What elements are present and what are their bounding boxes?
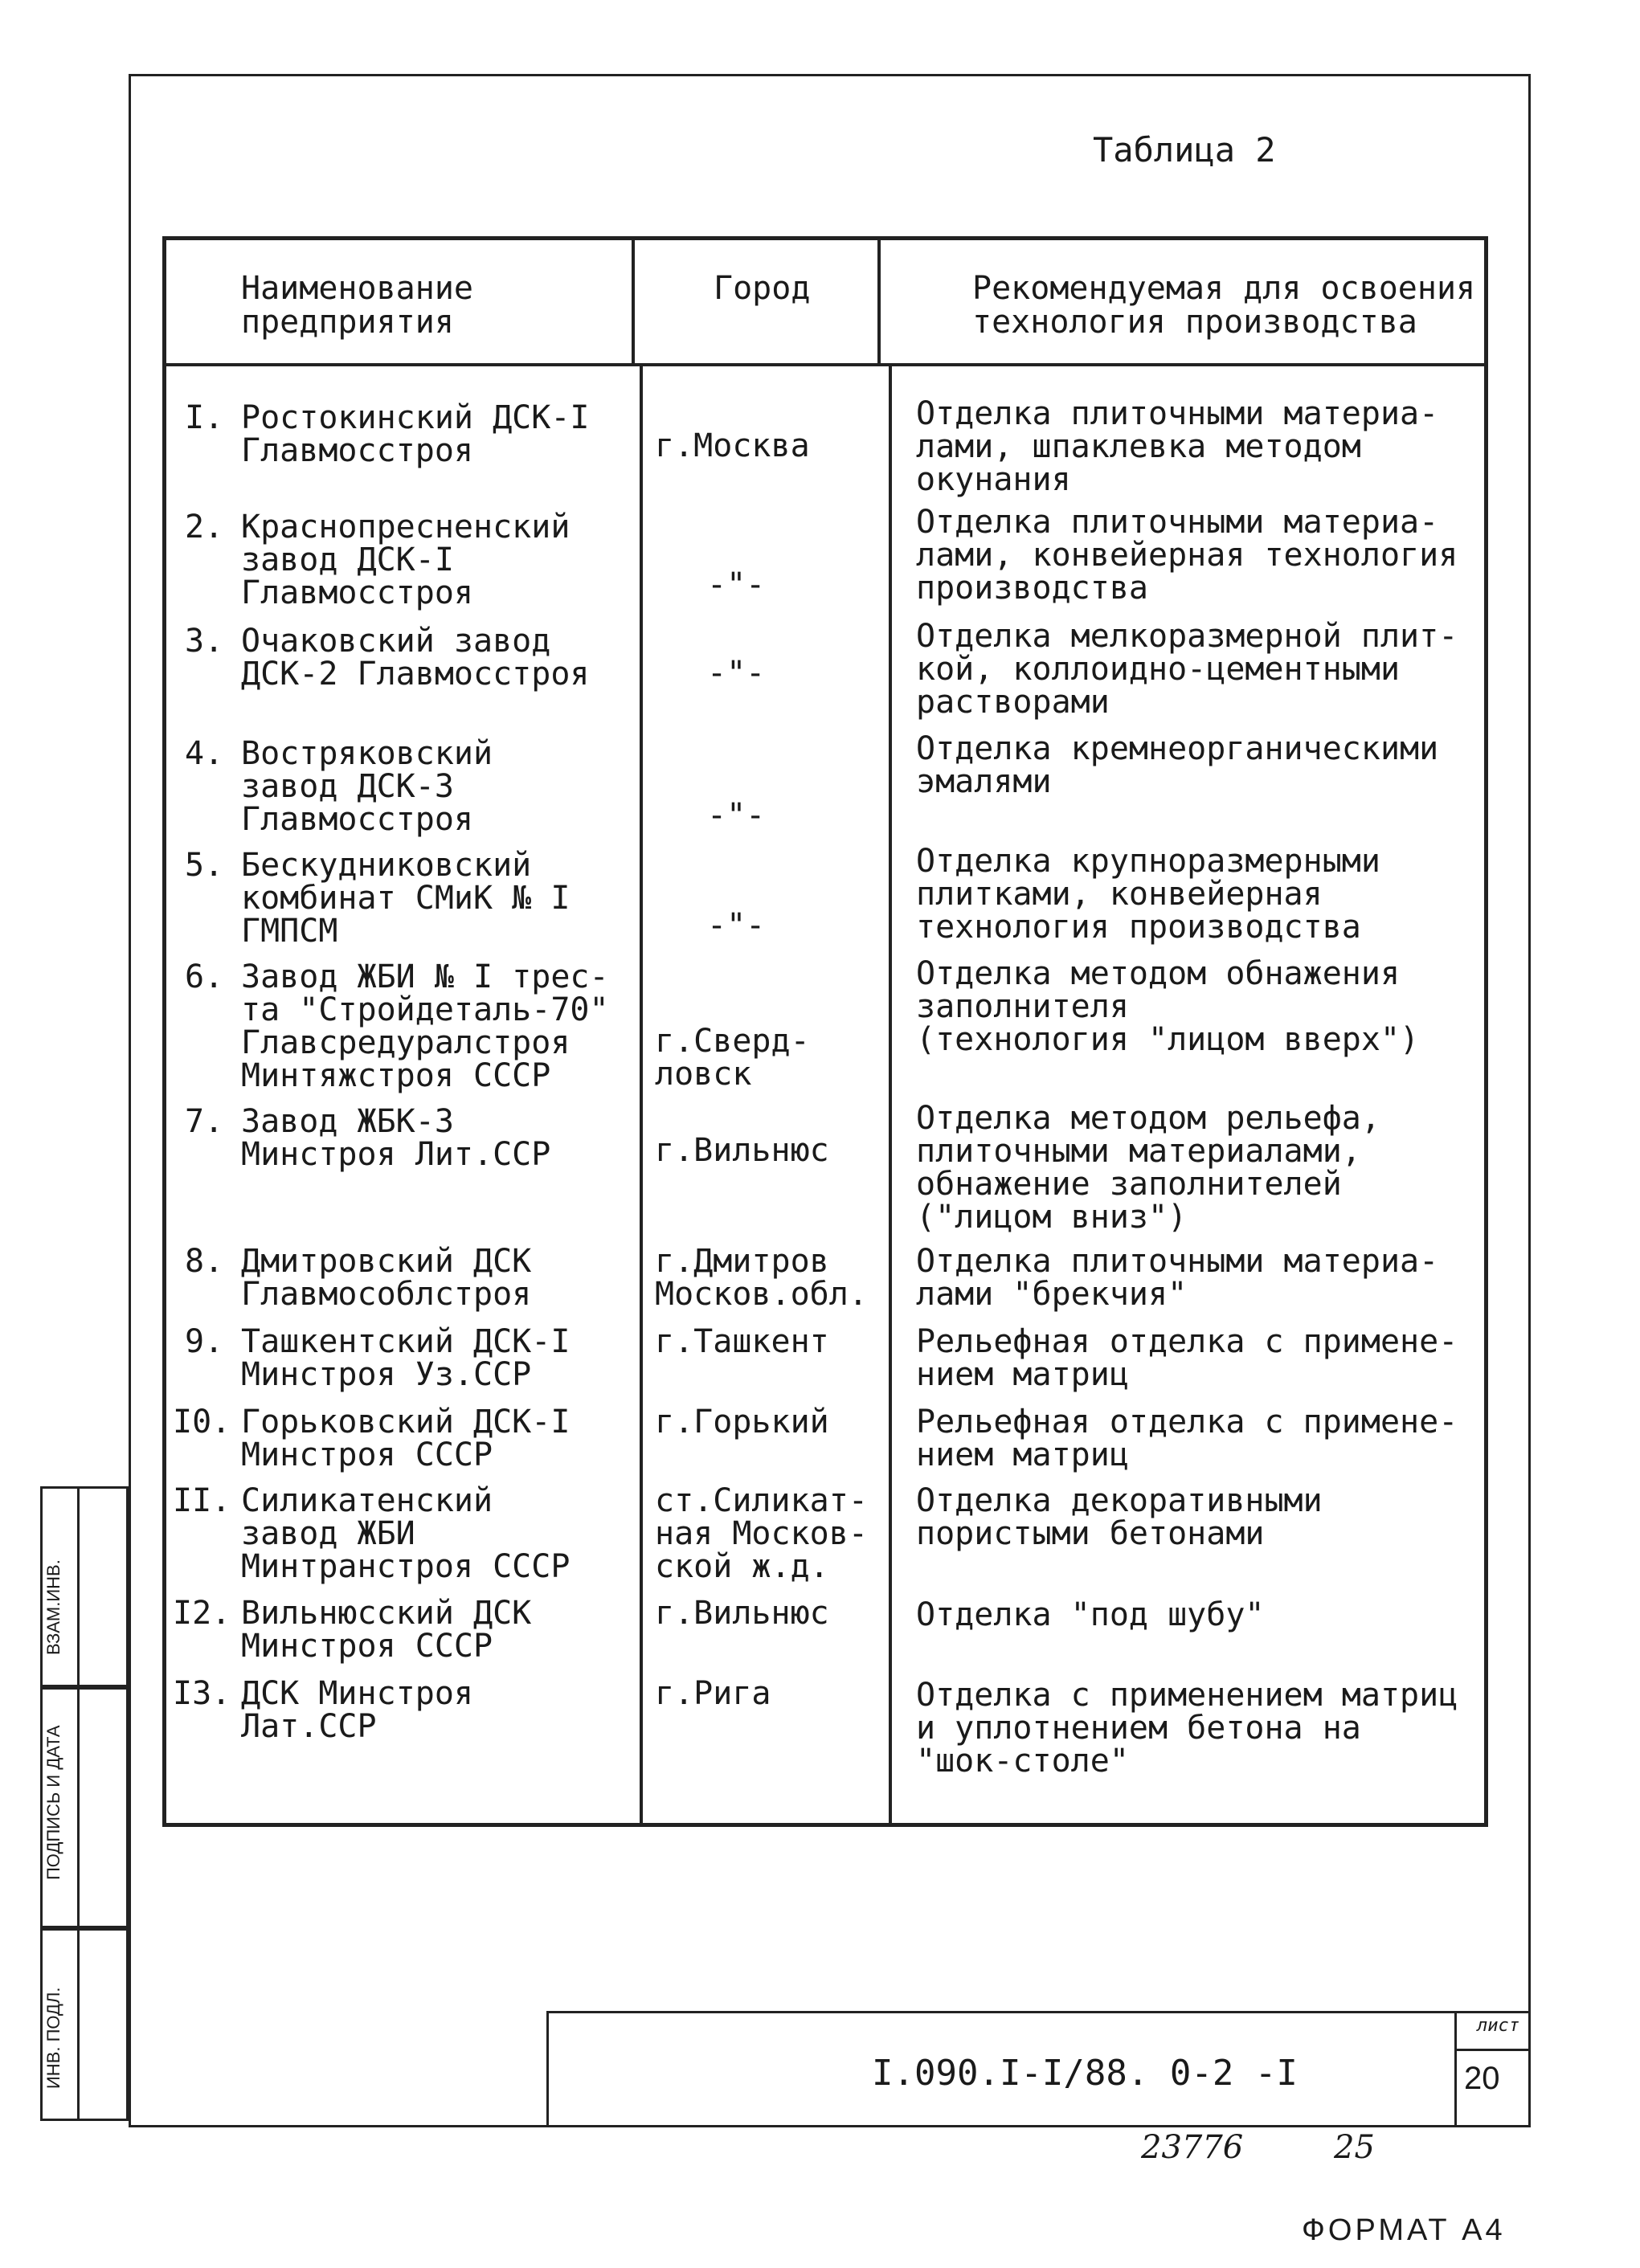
row-number: II. [173, 1482, 231, 1519]
row-city: г.Москва [655, 427, 810, 464]
side-label-vzam: ВЗАМ.ИНВ. [43, 1559, 63, 1655]
handwritten-number-right: 25 [1334, 2129, 1375, 2166]
row-number: 3. [185, 623, 224, 660]
row-number: 6. [185, 958, 224, 995]
row-number: I. [185, 399, 224, 436]
row-name: Дмитровский ДСК Главмособлстроя [241, 1243, 532, 1313]
row-tech: Отделка крупноразмерными плитками, конвейерная технология производства [916, 843, 1380, 946]
row-tech: Отделка плиточными материа- лами "брекчия" [916, 1243, 1439, 1313]
row-number: 2. [185, 509, 224, 546]
row-name: Ростокинский ДСК-I Главмосстроя [241, 399, 590, 469]
column-divider-1b [640, 363, 643, 1827]
row-tech: Отделка с применением матриц и уплотнением бетона на "шок-столе" [916, 1677, 1458, 1780]
row-city: -"- [707, 655, 766, 692]
side-stamp-divider [77, 1486, 80, 2121]
header-tech: Рекомендуемая для освоения технология производства [972, 270, 1476, 341]
row-city: г.Ташкент [655, 1323, 829, 1360]
row-city: ст.Силикат- ная Москов- ской ж.д. [655, 1482, 868, 1585]
column-divider-2 [877, 236, 881, 363]
row-tech: Рельефная отделка с примене- нием матриц [916, 1323, 1458, 1393]
row-name: ДСК Минстроя Лат.ССР [241, 1675, 473, 1745]
row-city: г.Дмитров Москов.обл. [655, 1243, 868, 1313]
row-tech: Отделка плиточными материа- лами, шпаклевка методом окунания [916, 395, 1439, 498]
row-number: I3. [173, 1675, 231, 1712]
row-tech: Отделка методом обнажения заполнителя (технология "лицом вверх") [916, 955, 1420, 1058]
row-name: Силикатенский завод ЖБИ Минтранстроя СССР [241, 1482, 571, 1585]
row-city: -"- [707, 907, 766, 944]
row-tech: Рельефная отделка с примене- нием матриц [916, 1404, 1458, 1473]
side-label-podpis: ПОДПИСЬ И ДАТА [43, 1725, 63, 1880]
handwritten-number-left: 23776 [1141, 2129, 1244, 2166]
row-city: г.Горький [655, 1404, 829, 1440]
row-tech: Отделка плиточными материа- лами, конвейерная технология производства [916, 504, 1458, 607]
row-number: I0. [173, 1404, 231, 1440]
row-number: 5. [185, 847, 224, 884]
row-number: 9. [185, 1323, 224, 1360]
format-label: ФОРМАТ А4 [1302, 2213, 1506, 2247]
row-name: Вильнюсский ДСК Минстроя СССР [241, 1595, 532, 1665]
row-tech: Отделка мелкоразмерной плит- кой, коллоидно-цементными растворами [916, 618, 1458, 721]
row-name: Востряковский завод ДСК-3 Главмосстроя [241, 735, 493, 838]
table-title: Таблица 2 [1093, 130, 1276, 170]
row-city: г.Сверд- ловск [655, 1023, 810, 1093]
row-name: Завод ЖБК-3 Минстроя Лит.ССР [241, 1103, 551, 1173]
row-city: -"- [707, 566, 766, 603]
row-name: Завод ЖБИ № I трес- та "Стройдеталь-70" Главсредуралстроя Минтяжстроя СССР [241, 958, 609, 1094]
sheet-label: лист [1477, 2016, 1519, 2036]
row-name: Краснопресненский завод ДСК-I Главмосстроя [241, 509, 571, 611]
row-number: I2. [173, 1595, 231, 1632]
row-tech: Отделка кремнеорганическими эмалями [916, 730, 1439, 800]
sheet-number: 20 [1464, 2061, 1500, 2096]
row-number: 4. [185, 735, 224, 772]
side-label-inv: ИНВ. ПОДЛ. [43, 1987, 63, 2089]
row-number: 8. [185, 1243, 224, 1280]
row-name: Горьковский ДСК-I Минстроя СССР [241, 1404, 571, 1473]
row-name: Бескудниковский комбинат СМиК № I ГМПСМ [241, 847, 571, 950]
sheet-separator [1454, 2049, 1531, 2051]
row-city: г.Вильнюс [655, 1132, 829, 1169]
document-code: I.090.I-I/88. 0-2 -I [872, 2053, 1298, 2094]
row-tech: Отделка декоративными пористыми бетонами [916, 1482, 1323, 1552]
header-name: Наименование предприятия [241, 270, 473, 341]
row-name: Ташкентский ДСК-I Минстроя Уз.ССР [241, 1323, 571, 1393]
column-divider-1 [632, 236, 635, 363]
row-number: 7. [185, 1103, 224, 1140]
row-city: г.Вильнюс [655, 1595, 829, 1632]
row-city: г.Рига [655, 1675, 771, 1712]
row-name: Очаковский завод ДСК-2 Главмосстроя [241, 623, 590, 693]
header-city: Город [714, 270, 811, 307]
row-tech: Отделка методом рельефа, плиточными материалами, обнажение заполнителей ("лицом вниз") [916, 1100, 1380, 1236]
column-divider-2b [889, 363, 892, 1827]
row-city: -"- [707, 797, 766, 834]
header-separator [162, 363, 1488, 366]
row-tech: Отделка "под шубу" [916, 1596, 1265, 1633]
